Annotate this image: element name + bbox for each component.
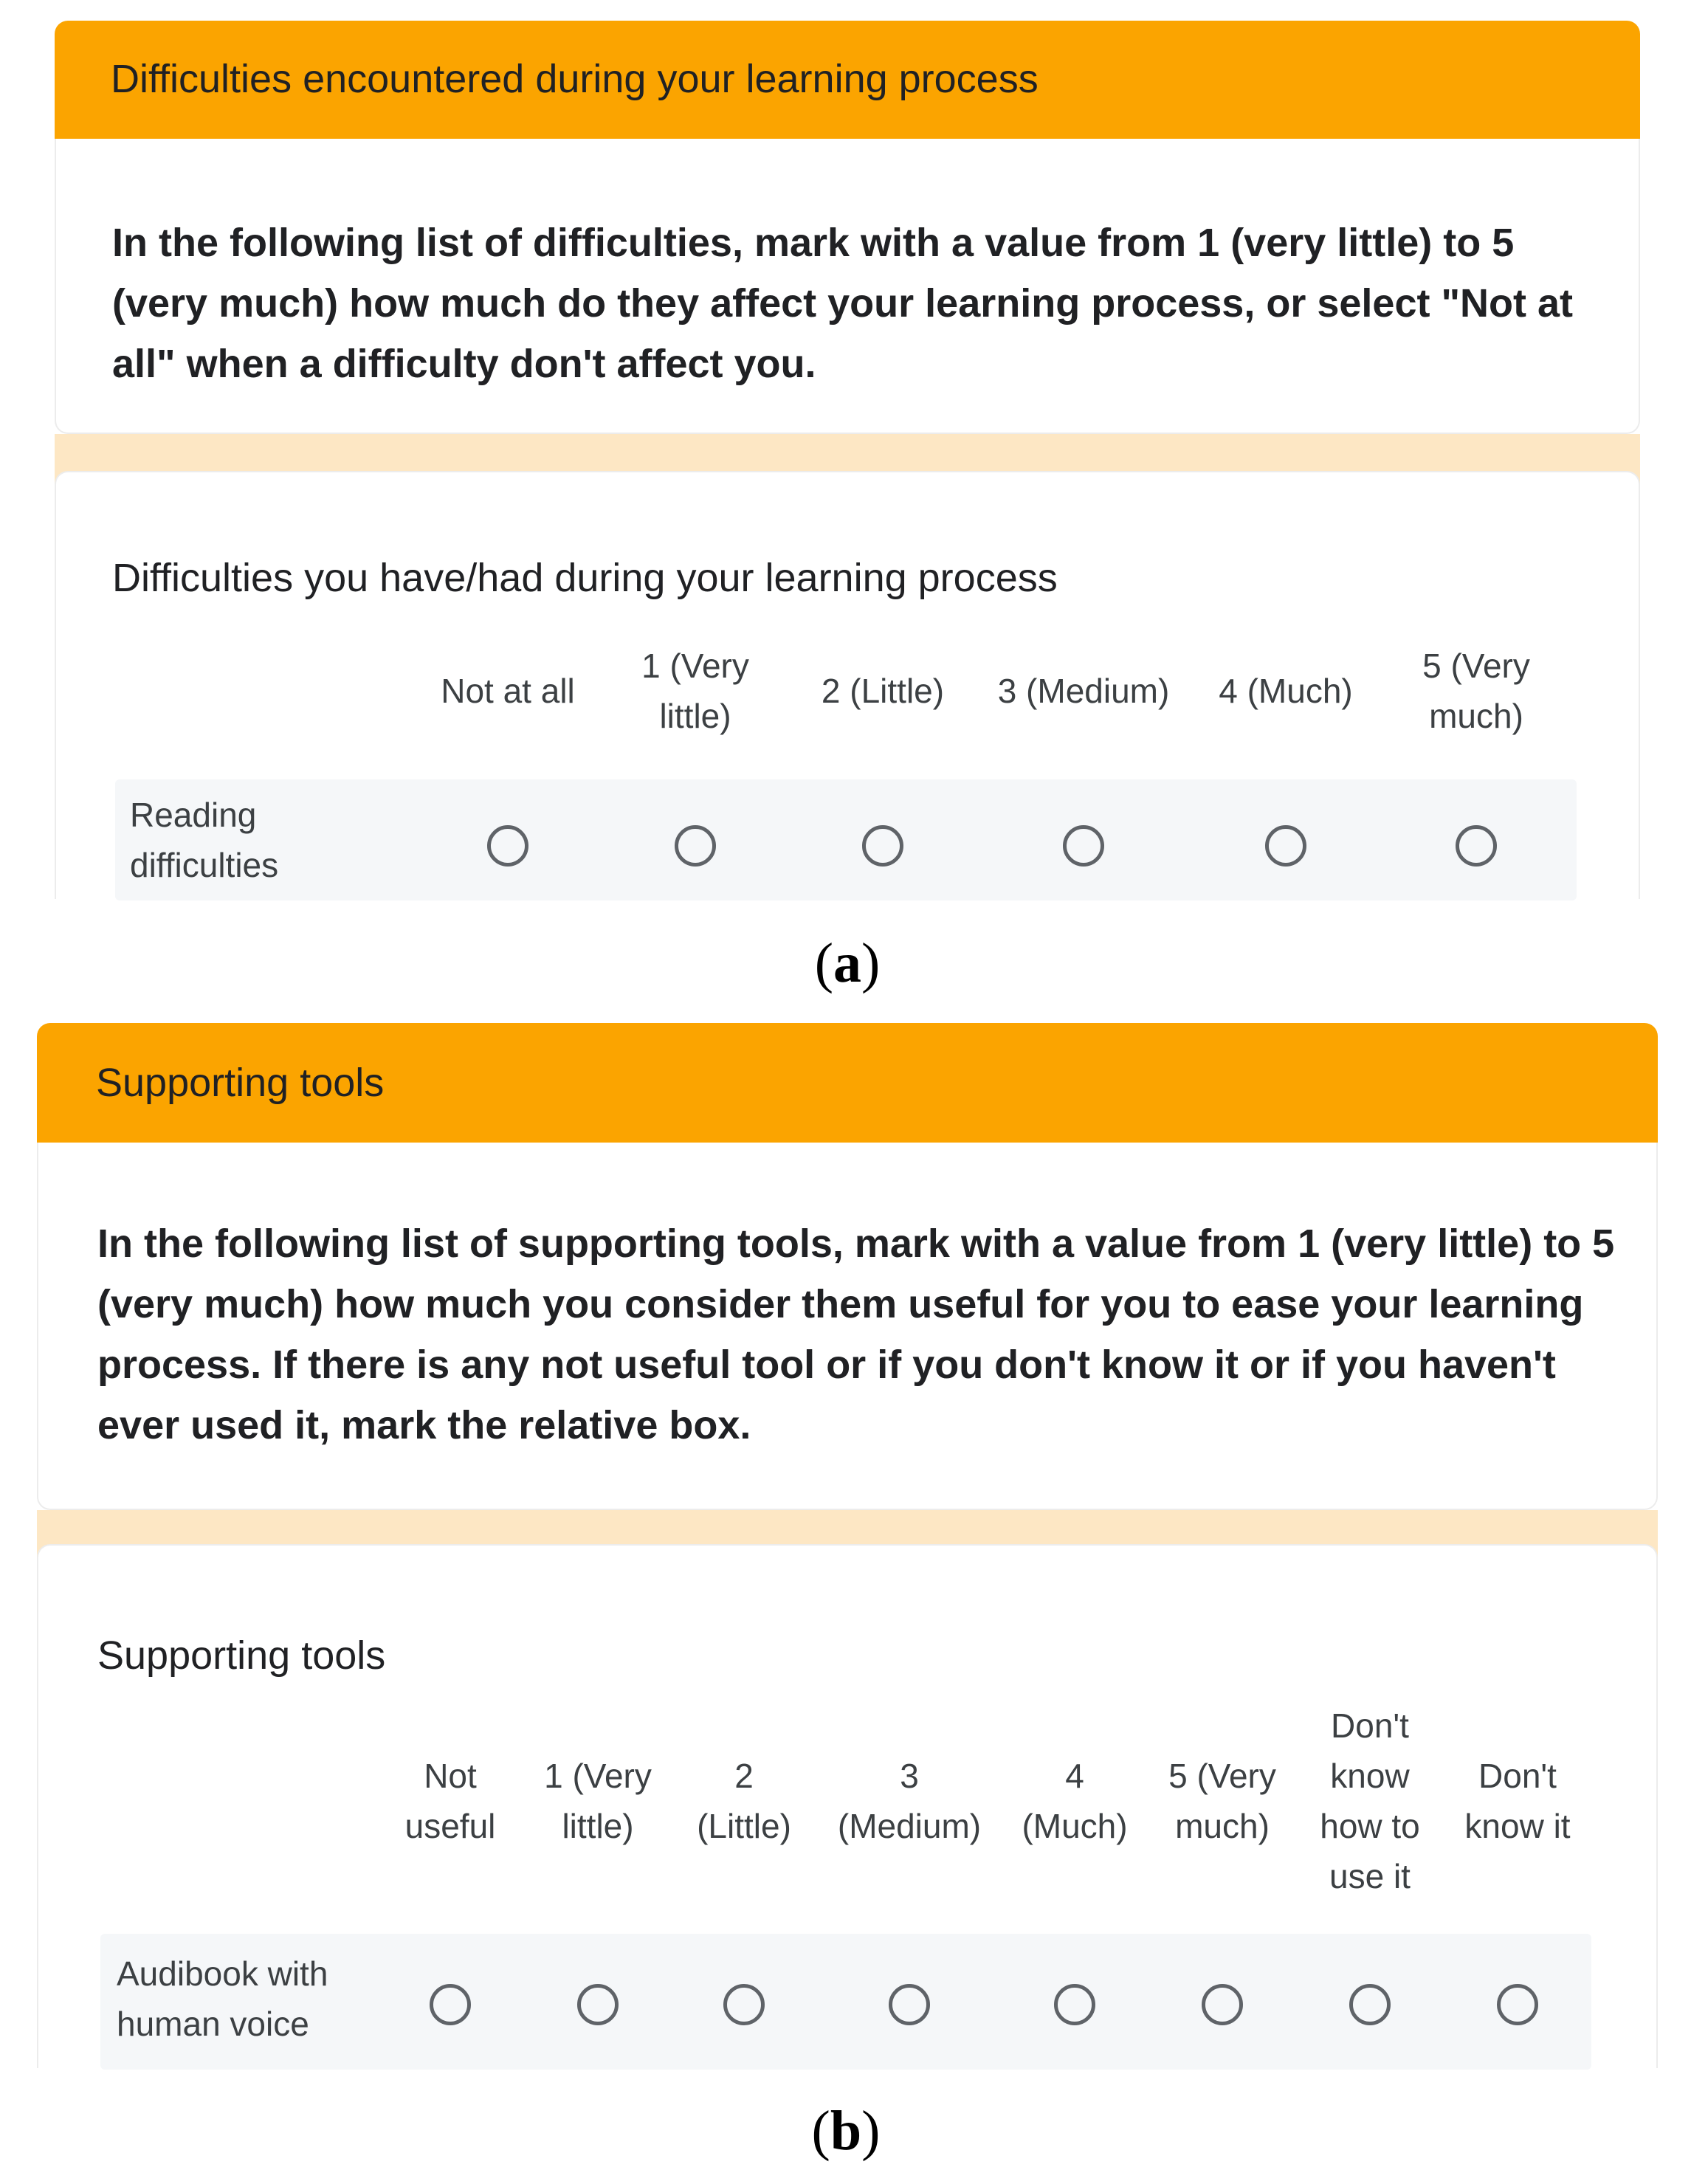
row-label: Reading difficulties [130, 796, 279, 884]
column-header-5-very-much: 5 (Very much) [1168, 1757, 1276, 1845]
column-header-2-little: 2 (Little) [821, 672, 945, 710]
grid-row [115, 779, 1577, 900]
question-card [37, 1544, 1658, 2068]
radio-dont-know-how-to-use-it[interactable] [1349, 1984, 1391, 2025]
panel-b [37, 1023, 1658, 2068]
column-header-not-useful: Not useful [404, 1757, 496, 1845]
radio-2-little[interactable] [862, 825, 903, 867]
radio-1-very-little[interactable] [577, 1984, 619, 2025]
column-header-1-very-little: 1 (Very little) [544, 1757, 652, 1845]
section-description: In the following list of difficulties, mark with a value from 1 (very little) to 5 (very much) how much do they affect your learning process, or select "Not at all" when a difficulty don't affect you. [112, 221, 1574, 386]
column-header-not-at-all: Not at all [441, 672, 575, 710]
section-title: Supporting tools [96, 1061, 385, 1105]
question-card [55, 471, 1640, 899]
section-description: In the following list of supporting tools, mark with a value from 1 (very little) to 5 (very much) how much you consider them useful for you to ease your learning process. If there is any not useful tool or if you don't know it or if you haven't ever used it, mark the relative box. [97, 1222, 1615, 1447]
radio-3-medium[interactable] [1063, 825, 1104, 867]
radio-5-very-much[interactable] [1202, 1984, 1243, 2025]
section-header [37, 1023, 1658, 1143]
radio-not-useful[interactable] [430, 1984, 471, 2025]
radio-4-much[interactable] [1265, 825, 1306, 867]
caption-a: (a) [814, 932, 881, 994]
radio-dont-know-it[interactable] [1497, 1984, 1538, 2025]
grid-row [100, 1934, 1591, 2070]
column-header-dont-know-how-to-use-it: Don't know how to use it [1320, 1706, 1420, 1895]
column-header-3-medium: 3 (Medium) [997, 672, 1170, 710]
description-card [37, 1143, 1658, 1510]
section-header [55, 21, 1640, 139]
radio-3-medium[interactable] [889, 1984, 930, 2025]
row-label: Audibook with human voice [117, 1954, 328, 2043]
caption-b: (b) [811, 2100, 881, 2162]
question-title: Supporting tools [97, 1633, 386, 1678]
column-header-5-very-much: 5 (Very much) [1422, 647, 1530, 735]
radio-not-at-all[interactable] [487, 825, 528, 867]
radio-5-very-much[interactable] [1456, 825, 1497, 867]
radio-1-very-little[interactable] [675, 825, 716, 867]
description-card [55, 139, 1640, 434]
column-header-4-much: 4 (Much) [1219, 672, 1353, 710]
question-title: Difficulties you have/had during your learning process [112, 556, 1058, 600]
radio-4-much[interactable] [1054, 1984, 1095, 2025]
column-header-3-medium: 3 (Medium) [837, 1757, 982, 1845]
panel-a [55, 21, 1640, 899]
column-header-2-little: 2 (Little) [697, 1757, 791, 1845]
column-header-1-very-little: 1 (Very little) [641, 647, 749, 735]
column-header-4-much: 4 (Much) [1022, 1757, 1128, 1845]
radio-2-little[interactable] [723, 1984, 765, 2025]
column-header-dont-know-it: Don't know it [1464, 1757, 1571, 1845]
section-title: Difficulties encountered during your learning process [111, 57, 1039, 101]
